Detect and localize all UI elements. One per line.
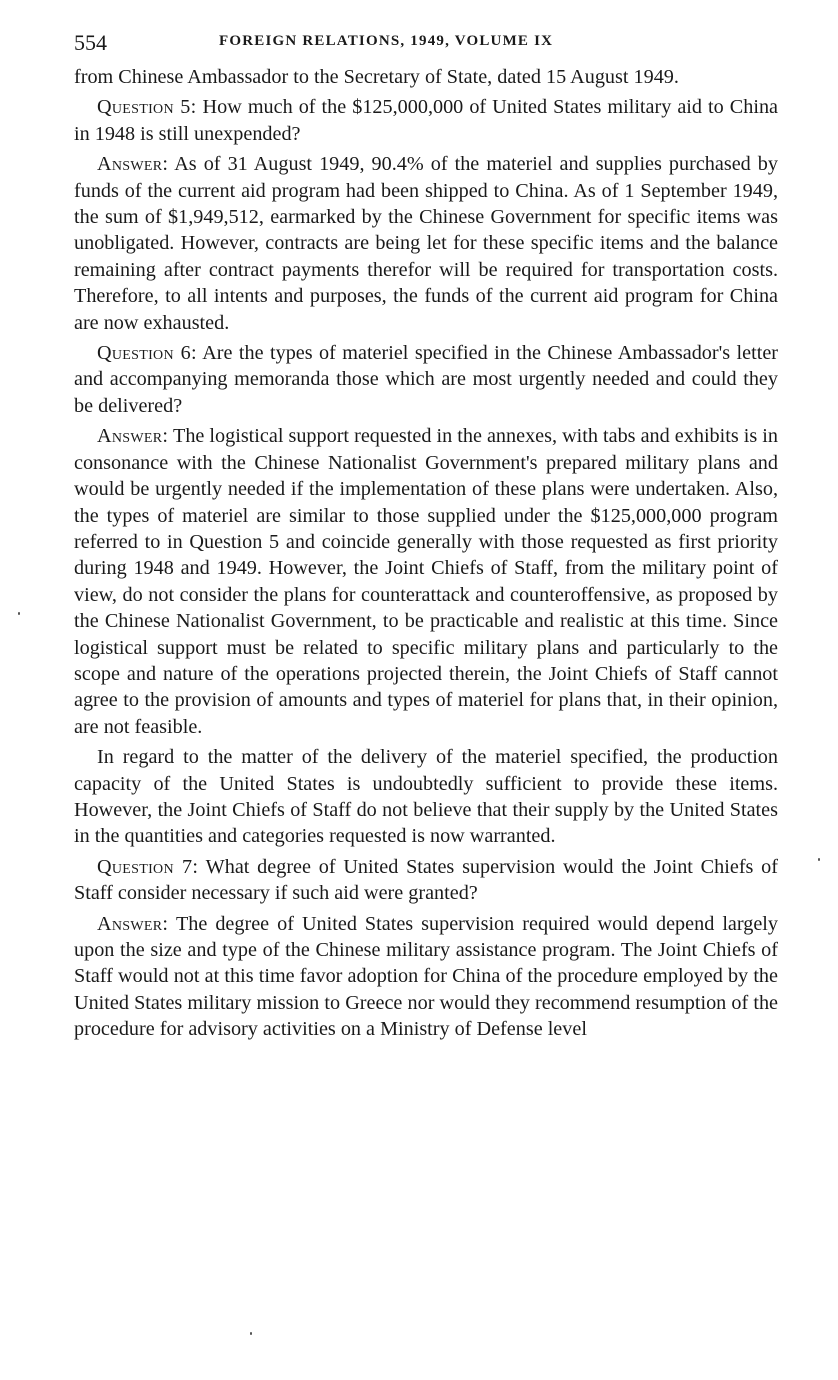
paragraph-text: What degree of United States supervision would the Joint Chiefs of Staff consider necessary if such aid were granted? bbox=[74, 855, 778, 905]
question-6-paragraph bbox=[74, 340, 778, 419]
running-head: FOREIGN RELATIONS, 1949, VOLUME IX bbox=[219, 33, 554, 49]
body-text bbox=[74, 64, 778, 1043]
paragraph-text: In regard to the matter of the delivery of the materiel specified, the production capacity of the United States is undoubtedly sufficient to provide these items. However, the Joint Chiefs of Staff do not believe that their supply by the United States in the quantities and categories requested is now warranted. bbox=[74, 746, 778, 848]
scan-speck bbox=[250, 1332, 252, 1335]
question-label: Question 7: bbox=[97, 855, 199, 878]
question-5-paragraph bbox=[74, 94, 778, 147]
scan-speck bbox=[18, 612, 20, 615]
paragraph-text: from Chinese Ambassador to the Secretary of State, dated 15 August 1949. bbox=[74, 66, 679, 88]
answer-label: Answer: bbox=[97, 153, 169, 176]
answer-label: Answer: bbox=[97, 425, 169, 448]
answer-6-paragraph bbox=[74, 423, 778, 740]
paragraph-text: How much of the $125,000,000 of United States military aid to China in 1948 is still unexpended? bbox=[74, 96, 778, 145]
paragraph-text: As of 31 August 1949, 90.4% of the materiel and supplies purchased by funds of the current aid program had been shipped to China. As of 1 September 1949, the sum of $1,949,512, earmarked by the Chinese Government for specific items was unobligated. However, contracts are being let for these specific items and the balance remaining after contract payments therefor will be required for transportation costs. Therefore, to all intents and purposes, the funds of the current aid program for China are now exhausted. bbox=[74, 153, 778, 334]
question-7-paragraph bbox=[74, 854, 778, 907]
page-header bbox=[74, 30, 778, 64]
question-label: Question 6: bbox=[97, 342, 197, 365]
answer-5-paragraph bbox=[74, 151, 778, 336]
question-label: Question 5: bbox=[97, 96, 197, 119]
delivery-paragraph bbox=[74, 744, 778, 850]
paragraph-text: Are the types of materiel specified in the Chinese Ambassador's letter and accompanying memoranda those which are most urgently needed and could they be delivered? bbox=[74, 342, 779, 417]
scan-speck bbox=[818, 858, 820, 861]
answer-label: Answer: bbox=[97, 912, 169, 935]
paragraph-continuation bbox=[74, 64, 778, 90]
document-page bbox=[74, 30, 778, 1047]
paragraph-text: The degree of United States supervision required would depend largely upon the size and type of the Chinese military assistance program. The Joint Chiefs of Staff would not at this time favor adoption for China of the procedure employed by the United States military mission to Greece nor would they recommend resumption of the procedure for advisory activities on a Ministry of Defense level bbox=[74, 912, 778, 1041]
page-number: 554 bbox=[74, 30, 107, 55]
answer-7-paragraph bbox=[74, 911, 778, 1043]
paragraph-text: The logistical support requested in the annexes, with tabs and exhibits is in consonance with the Chinese Nationalist Government's prepared military plans and would be urgently needed if the implementation of these plans were undertaken. Also, the types of materiel are similar to those supplied under the $125,000,000 program referred to in Question 5 and coincide generally with those requested as first priority during 1948 and 1949. However, the Joint Chiefs of Staff, from the military point of view, do not consider the plans for counterattack and counteroffensive, as proposed by the Chinese Nationalist Government, to be practicable and realistic at this time. Since logistical support must be related to specific military plans and particularly to the scope and nature of the operations projected therein, the Joint Chiefs of Staff cannot agree to the provision of amounts and types of materiel for plans that, in their opinion, are not feasible. bbox=[74, 425, 778, 738]
